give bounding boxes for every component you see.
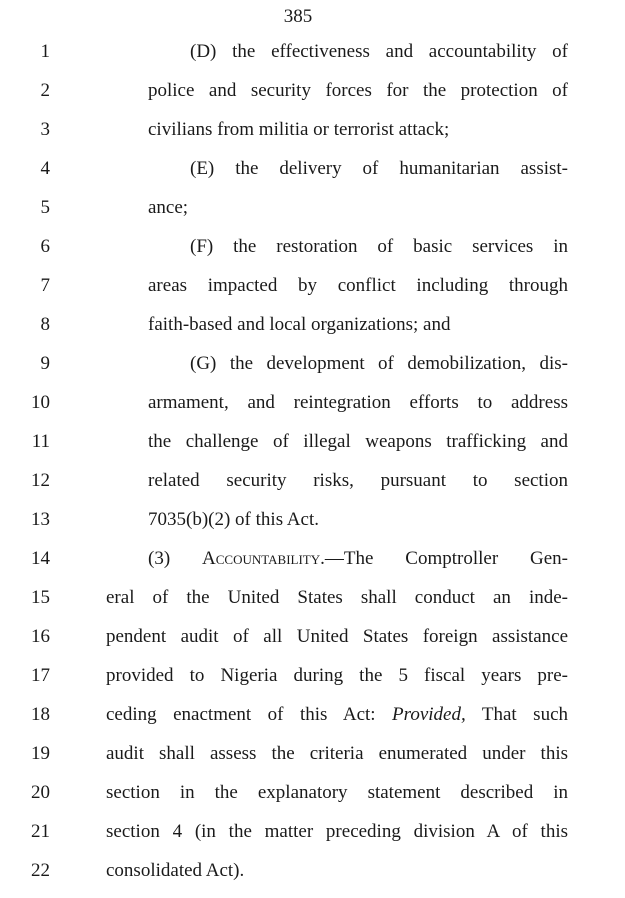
text-line	[0, 40, 625, 79]
line-text: (F) the restoration of basic services in	[190, 236, 568, 257]
text-line	[0, 79, 625, 118]
line-number: 10	[31, 392, 50, 413]
line-text: armament, and reintegration efforts to address	[148, 392, 568, 413]
line-text: areas impacted by conflict including through	[148, 275, 568, 296]
text-line	[0, 547, 625, 586]
line-number: 19	[31, 743, 50, 764]
line-text: police and security forces for the protection of	[148, 80, 568, 101]
text-line	[0, 625, 625, 664]
line-text: faith-based and local organizations; and	[148, 314, 451, 335]
text-line	[0, 196, 625, 235]
line-text: eral of the United States shall conduct an inde-	[106, 587, 568, 608]
text-line	[0, 430, 625, 469]
text-line	[0, 781, 625, 820]
line-text-rest: —The Comptroller Gen-	[324, 548, 568, 569]
line-text: consolidated Act).	[106, 860, 245, 881]
text-line	[0, 235, 625, 274]
line-text: section in the explanatory statement described in	[106, 782, 568, 803]
text-line	[0, 703, 625, 742]
line-text: ance;	[148, 197, 189, 218]
text-line	[0, 274, 625, 313]
line-number: 8	[40, 314, 50, 335]
line-number: 20	[31, 782, 50, 803]
line-number: 6	[40, 236, 50, 257]
line-number: 5	[40, 197, 50, 218]
line-number: 1	[40, 41, 50, 62]
text-line	[0, 352, 625, 391]
line-text: (D) the effectiveness and accountability of	[190, 41, 568, 62]
paragraph-designation: (3)	[148, 548, 203, 569]
line-number: 14	[31, 548, 50, 569]
text-line	[0, 391, 625, 430]
text-line	[0, 469, 625, 508]
line-number: 13	[31, 509, 50, 530]
line-number: 2	[40, 80, 50, 101]
line-number: 3	[40, 119, 50, 140]
line-number: 12	[31, 470, 50, 491]
line-number: 9	[40, 353, 50, 374]
line-text: (G) the development of demobilization, dis-	[190, 353, 568, 374]
proviso-word: Provided,	[392, 704, 466, 725]
line-text: section 4 (in the matter preceding division A of this	[106, 821, 568, 842]
text-line	[0, 313, 625, 352]
line-text: related security risks, pursuant to section	[148, 470, 568, 491]
line-text: audit shall assess the criteria enumerated under this	[106, 743, 568, 764]
line-number: 22	[31, 860, 50, 881]
page-number: 385	[283, 6, 313, 27]
line-text: the challenge of illegal weapons trafficking and	[148, 431, 568, 452]
line-number: 17	[31, 665, 50, 686]
line-number: 21	[31, 821, 50, 842]
line-text	[106, 703, 568, 727]
line-number: 18	[31, 704, 50, 725]
line-number: 7	[40, 275, 50, 296]
line-text: (E) the delivery of humanitarian assist-	[190, 158, 568, 179]
text-line	[0, 742, 625, 781]
line-text	[148, 547, 568, 571]
line-text: provided to Nigeria during the 5 fiscal years pre-	[106, 665, 568, 686]
text-line	[0, 157, 625, 196]
text-line	[0, 664, 625, 703]
line-number: 4	[40, 158, 50, 179]
text-line	[0, 859, 625, 898]
text-line	[0, 586, 625, 625]
text-line	[0, 820, 625, 859]
line-text-rest: That such	[465, 704, 568, 725]
line-number: 11	[31, 431, 50, 452]
line-text: civilians from militia or terrorist attack;	[148, 119, 450, 140]
text-line	[0, 508, 625, 547]
line-text-start: ceding enactment of this Act:	[106, 704, 393, 725]
line-number: 15	[31, 587, 50, 608]
paragraph-heading: Accountability.	[202, 548, 325, 569]
line-text: pendent audit of all United States foreign assistance	[106, 626, 568, 647]
line-text: 7035(b)(2) of this Act.	[148, 509, 319, 530]
text-line	[0, 118, 625, 157]
line-number: 16	[31, 626, 50, 647]
